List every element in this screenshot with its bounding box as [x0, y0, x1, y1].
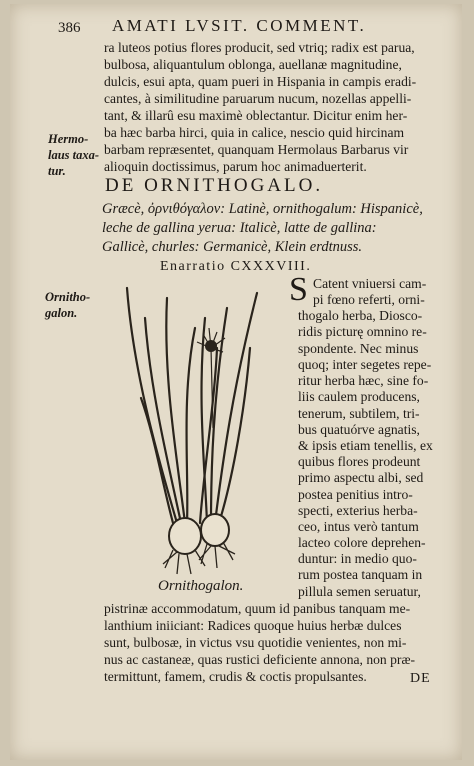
- enarratio-heading: Enarratio CXXXVIII.: [160, 259, 312, 274]
- column-line: Catent vniuersi cam-: [313, 276, 427, 291]
- body-line: pistrinæ accommodatum, quum id panibus tanquam me-: [104, 601, 411, 616]
- column-line: rum postea tanquam in: [298, 567, 423, 582]
- body-line: ba hæc barba hirci, quia in calice, nescio quid hircinam: [104, 125, 405, 140]
- column-line: lacteo colore deprehen-: [298, 535, 426, 550]
- margin-note-line: tur.: [48, 164, 66, 178]
- column-line: duntur: in medio quo-: [298, 551, 417, 566]
- margin-note-line: galon.: [45, 306, 78, 320]
- margin-note-hermolaus: [48, 131, 99, 179]
- margin-note-ornithogalon: [45, 289, 90, 321]
- body-line: cantes, à similitudine paruarum nucum, nozellas appelli-: [104, 91, 412, 106]
- column-line: bus quatuórve agnatis,: [298, 422, 420, 437]
- section-heading: DE ORNITHOGALO.: [105, 175, 324, 196]
- column-line: quibus flores prodeunt: [298, 454, 421, 469]
- synonym-line: Gallicè, churles: Germanicè, Klein erdtnuss.: [102, 239, 363, 255]
- margin-note-line: laus taxa-: [48, 148, 100, 162]
- column-line: ridis picturę omnino re-: [298, 324, 427, 339]
- body-line: tant, & illarû esu maximè oblectantur. Dicitur enim her-: [104, 108, 408, 123]
- margin-note-line: Ornitho-: [45, 290, 91, 304]
- column-line: postea penitius intro-: [298, 487, 413, 502]
- figure-caption: Ornithogalon.: [158, 578, 244, 594]
- column-line: primo aspectu albi, sed: [298, 470, 424, 485]
- page-number: 386: [58, 20, 81, 36]
- column-line: specti, exterius herba-: [298, 503, 418, 518]
- column-line: ceo, intus verò tantum: [298, 519, 419, 534]
- catchword: DE: [410, 671, 431, 686]
- column-line: pillula semen seruatur,: [298, 584, 421, 599]
- margin-note-line: Hermo-: [48, 132, 89, 146]
- body-line: sunt, bulbosæ, in victus vsu quotidie venientes, non mi-: [104, 635, 407, 650]
- body-line: barbam repræsentet, quanquam Hermolaus Barbarus vir: [104, 142, 409, 157]
- running-title: AMATI LVSIT. COMMENT.: [112, 16, 367, 35]
- column-line: spondente. Nec minus: [298, 341, 419, 356]
- column-line: thogalo herba, Diosco-: [298, 308, 423, 323]
- body-line: bulbosa, aliquantulum oblonga, auellanæ magnitudine,: [104, 57, 402, 72]
- drop-cap-initial: S: [289, 271, 308, 308]
- column-line: liis caulem producens,: [298, 389, 420, 404]
- column-line: & ipsis etiam tenellis, ex: [298, 438, 433, 453]
- body-line: dulcis, esui apta, quam pueri in Hispania in campis eradi-: [104, 74, 417, 89]
- synonym-line: leche de gallina yerua: Italicè, latte de gallina:: [102, 220, 377, 236]
- body-line: termittunt, famem, crudis & coctis propulsantes.: [104, 669, 367, 684]
- column-line: pi fœno referti, orni-: [313, 292, 425, 307]
- body-line: nus ac castaneæ, quas rustici deficiente annona, non præ-: [104, 652, 416, 667]
- column-line: quoq; inter segetes repe-: [298, 357, 432, 372]
- column-line: tenerum, subtilem, tri-: [298, 406, 420, 421]
- body-line: lanthium iniiciant: Radices quoque huius herbæ dulces: [104, 618, 402, 633]
- ornithogalon-woodcut-illustration: [115, 278, 265, 578]
- column-line: ritur herba hæc, sine fo-: [298, 373, 429, 388]
- body-line: ra luteos potius flores producit, sed vtriq; radix est parua,: [104, 40, 415, 55]
- body-line: alioquin doctissimus, parum hoc animaduerterit.: [104, 159, 367, 174]
- synonym-line: Græcè, ὀρνιθόγαλον: Latinè, ornithogalum: Hispanicè,: [102, 201, 423, 217]
